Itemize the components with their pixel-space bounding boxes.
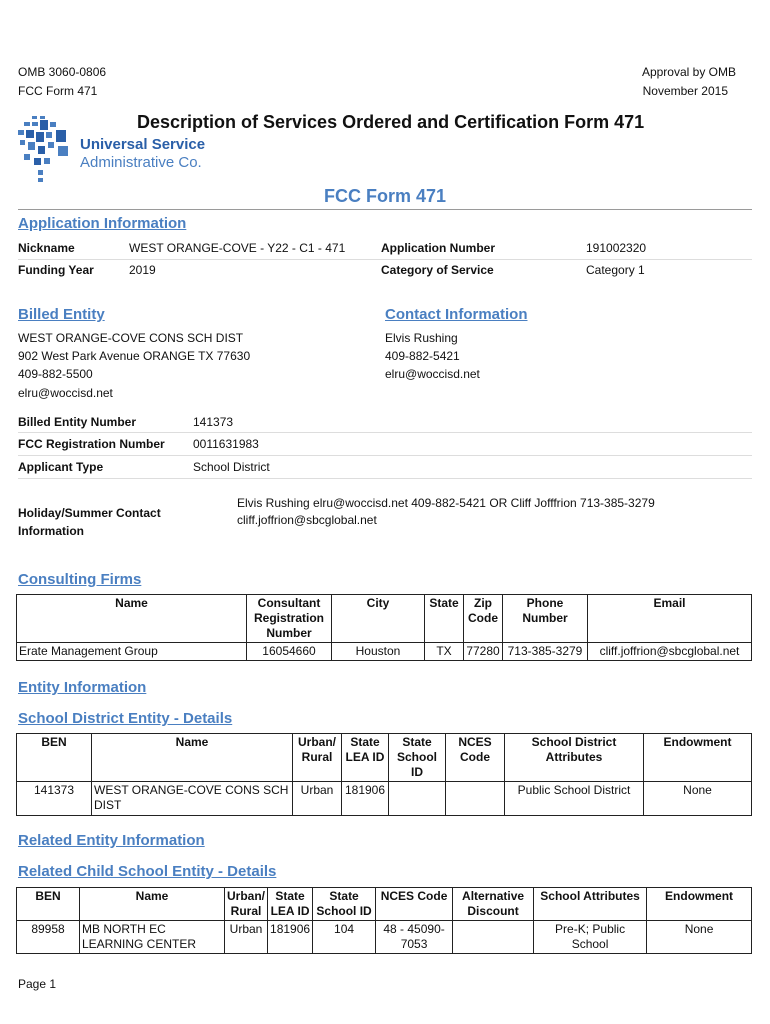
nickname-value: WEST ORANGE-COVE - Y22 - C1 - 471 bbox=[129, 241, 346, 255]
school-district-table bbox=[16, 733, 752, 816]
col-city: City bbox=[332, 595, 425, 643]
applicant-type-label: Applicant Type bbox=[18, 460, 104, 474]
billed-entity-email: elru@woccisd.net bbox=[18, 386, 113, 400]
col-consultant-reg: Consultant Registration Number bbox=[247, 595, 332, 643]
contact-heading: Contact Information bbox=[385, 306, 528, 323]
col-zip: Zip Code bbox=[464, 595, 503, 643]
contact-phone: 409-882-5421 bbox=[385, 349, 460, 363]
applicant-type-value: School District bbox=[193, 460, 270, 474]
col-attributes: School District Attributes bbox=[505, 734, 644, 782]
form-subtitle: FCC Form 471 bbox=[324, 186, 447, 206]
col-school-id: State School ID bbox=[389, 734, 446, 782]
cell-attributes: Pre-K; Public School bbox=[534, 921, 647, 954]
col-lea: State LEA ID bbox=[342, 734, 389, 782]
divider bbox=[18, 432, 752, 433]
divider bbox=[18, 455, 752, 456]
cell-urban: Urban bbox=[225, 921, 268, 954]
billed-entity-address: 902 West Park Avenue ORANGE TX 77630 bbox=[18, 349, 251, 363]
col-school-id: State School ID bbox=[313, 888, 376, 921]
holiday-contact-label-2: Information bbox=[18, 524, 84, 538]
col-attributes: School Attributes bbox=[534, 888, 647, 921]
cell-lea: 181906 bbox=[342, 782, 389, 816]
application-heading: Application Information bbox=[18, 215, 187, 232]
col-lea: State LEA ID bbox=[268, 888, 313, 921]
fcc-reg-value: 0011631983 bbox=[193, 437, 259, 451]
ben-value: 141373 bbox=[193, 415, 234, 429]
form-date: November 2015 bbox=[642, 84, 728, 98]
ben-label: Billed Entity Number bbox=[18, 415, 137, 429]
cell-phone: 713-385-3279 bbox=[503, 643, 588, 661]
table-header-row bbox=[17, 595, 752, 643]
col-email: Email bbox=[588, 595, 752, 643]
contact-name: Elvis Rushing bbox=[385, 331, 458, 345]
cell-name: Erate Management Group bbox=[17, 643, 247, 661]
cell-endowment: None bbox=[644, 782, 752, 816]
category-value: Category 1 bbox=[586, 263, 645, 277]
holiday-contact-label-1: Holiday/Summer Contact bbox=[18, 506, 161, 520]
related-heading: Related Entity Information bbox=[18, 832, 205, 849]
col-ben: BEN bbox=[17, 888, 80, 921]
cell-reg: 16054660 bbox=[247, 643, 332, 661]
col-endowment: Endowment bbox=[647, 888, 752, 921]
cell-zip: 77280 bbox=[464, 643, 503, 661]
col-nces: NCES Code bbox=[376, 888, 453, 921]
col-endowment: Endowment bbox=[644, 734, 752, 782]
related-child-table bbox=[16, 887, 752, 954]
consulting-heading: Consulting Firms bbox=[18, 571, 142, 588]
table-header-row bbox=[17, 734, 752, 782]
cell-lea: 181906 bbox=[268, 921, 313, 954]
usac-logo-icon bbox=[16, 114, 76, 184]
logo-text-2: Administrative Co. bbox=[80, 154, 202, 171]
col-name: Name bbox=[80, 888, 225, 921]
page-number: Page 1 bbox=[18, 977, 57, 991]
cell-ben: 141373 bbox=[17, 782, 92, 816]
cell-nces bbox=[446, 782, 505, 816]
app-number-label: Application Number bbox=[381, 241, 496, 255]
omb-number: OMB 3060-0806 bbox=[18, 65, 107, 79]
holiday-contact-value-2: cliff.joffrion@sbcglobal.net bbox=[237, 513, 377, 527]
col-ben: BEN bbox=[17, 734, 92, 782]
divider bbox=[18, 209, 752, 210]
holiday-contact-value-1: Elvis Rushing elru@woccisd.net 409-882-5421 OR Cliff Jofffrion 713-385-3279 bbox=[237, 496, 655, 510]
cell-attributes: Public School District bbox=[505, 782, 644, 816]
consulting-table bbox=[16, 594, 752, 661]
nickname-label: Nickname bbox=[18, 241, 75, 255]
col-urban: Urban/ Rural bbox=[293, 734, 342, 782]
table-row bbox=[17, 782, 752, 816]
app-number-value: 191002320 bbox=[586, 241, 647, 255]
cell-email: cliff.joffrion@sbcglobal.net bbox=[588, 643, 752, 661]
school-district-heading: School District Entity - Details bbox=[18, 710, 233, 727]
funding-year-value: 2019 bbox=[129, 263, 156, 277]
col-nces: NCES Code bbox=[446, 734, 505, 782]
table-row bbox=[17, 921, 752, 954]
cell-school-id: 104 bbox=[313, 921, 376, 954]
cell-nces: 48 - 45090- 7053 bbox=[376, 921, 453, 954]
omb-approval: Approval by OMB bbox=[641, 65, 736, 79]
cell-name: WEST ORANGE-COVE CONS SCH DIST bbox=[92, 782, 293, 816]
col-name: Name bbox=[92, 734, 293, 782]
table-row bbox=[17, 643, 752, 661]
billed-entity-name: WEST ORANGE-COVE CONS SCH DIST bbox=[18, 331, 244, 345]
divider bbox=[18, 478, 752, 479]
billed-entity-heading: Billed Entity bbox=[18, 306, 105, 323]
funding-year-label: Funding Year bbox=[18, 263, 94, 277]
cell-name: MB NORTH EC LEARNING CENTER bbox=[80, 921, 225, 954]
col-state: State bbox=[425, 595, 464, 643]
page-title: Description of Services Ordered and Certification Form 471 bbox=[137, 112, 645, 132]
category-label: Category of Service bbox=[381, 263, 494, 277]
cell-urban: Urban bbox=[293, 782, 342, 816]
col-name: Name bbox=[17, 595, 247, 643]
cell-state: TX bbox=[425, 643, 464, 661]
fcc-reg-label: FCC Registration Number bbox=[18, 437, 165, 451]
cell-alt-discount bbox=[453, 921, 534, 954]
contact-email: elru@woccisd.net bbox=[385, 367, 480, 381]
form-number: FCC Form 471 bbox=[18, 84, 98, 98]
table-header-row bbox=[17, 888, 752, 921]
cell-school-id bbox=[389, 782, 446, 816]
related-child-heading: Related Child School Entity - Details bbox=[18, 863, 277, 880]
cell-ben: 89958 bbox=[17, 921, 80, 954]
col-phone: Phone Number bbox=[503, 595, 588, 643]
cell-endowment: None bbox=[647, 921, 752, 954]
divider bbox=[18, 259, 752, 260]
col-alt-discount: Alternative Discount bbox=[453, 888, 534, 921]
billed-entity-phone: 409-882-5500 bbox=[18, 367, 93, 381]
cell-city: Houston bbox=[332, 643, 425, 661]
logo-text-1: Universal Service bbox=[80, 136, 206, 153]
entity-heading: Entity Information bbox=[18, 679, 147, 696]
col-urban: Urban/ Rural bbox=[225, 888, 268, 921]
